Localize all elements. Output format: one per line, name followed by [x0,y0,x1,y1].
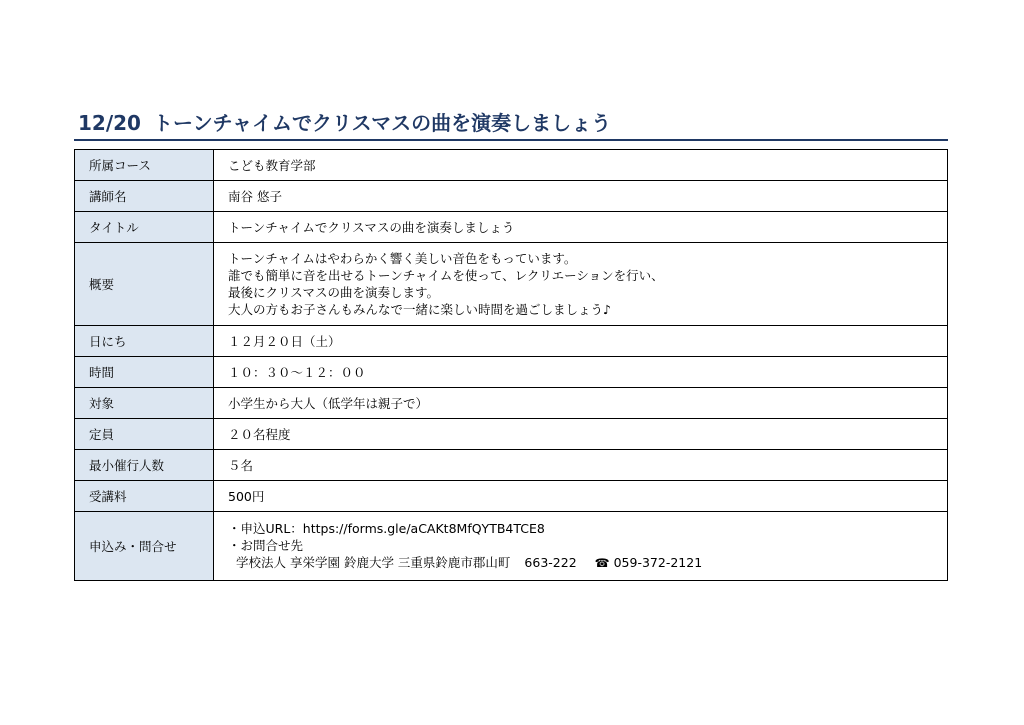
title-underline [74,139,948,141]
label-course: 所属コース [75,150,214,181]
phone-icon: ☎ [594,556,610,570]
label-target: 対象 [75,388,214,419]
value-time: １０：３０～１２：００ [214,357,948,388]
value-course: こども教育学部 [214,150,948,181]
table-row [75,181,948,212]
apply-url[interactable]: ・申込URL：https://forms.gle/aCAKt8MfQYTB4TCE8 [228,521,545,536]
page-title [78,108,948,138]
value-summary [214,243,948,326]
label-min-participants: 最小催行人数 [75,450,214,481]
label-instructor: 講師名 [75,181,214,212]
title-text: トーンチャイムでクリスマスの曲を演奏しましょう [152,111,612,135]
contact-details [228,554,947,572]
table-row [75,150,948,181]
value-min-participants: ５名 [214,450,948,481]
table-row [75,357,948,388]
contact-phone: 059-372-2121 [613,555,703,570]
summary-line: 最後にクリスマスの曲を演奏します。 [228,285,440,300]
value-apply-contact [214,512,948,581]
value-date: １２月２０日（土） [214,326,948,357]
value-instructor: 南谷 悠子 [214,181,948,212]
summary-line: 大人の方もお子さんもみんなで一緒に楽しい時間を過ごしましょう♪ [228,302,611,317]
info-table [74,149,948,581]
table-row [75,481,948,512]
label-fee: 受講料 [75,481,214,512]
table-row [75,419,948,450]
value-title: トーンチャイムでクリスマスの曲を演奏しましょう [214,212,948,243]
label-apply-contact: 申込み・問合せ [75,512,214,581]
table-row [75,388,948,419]
label-date: 日にち [75,326,214,357]
contact-zip: 663-222 [524,555,577,570]
label-capacity: 定員 [75,419,214,450]
title-date: 12/20 [78,111,141,135]
table-row [75,450,948,481]
contact-heading: ・お問合せ先 [228,538,304,553]
summary-line: 誰でも簡単に音を出せるトーンチャイムを使って、レクリエーションを行い、 [228,268,664,283]
table-row [75,212,948,243]
contact-org: 学校法人 享栄学園 鈴鹿大学 三重県鈴鹿市郡山町 [236,555,511,570]
value-target: 小学生から大人（低学年は親子で） [214,388,948,419]
value-capacity: ２０名程度 [214,419,948,450]
summary-line: トーンチャイムはやわらかく響く美しい音色をもっています。 [228,251,577,266]
value-fee: 500円 [214,481,948,512]
label-time: 時間 [75,357,214,388]
label-summary: 概要 [75,243,214,326]
label-title: タイトル [75,212,214,243]
table-row [75,326,948,357]
table-row [75,512,948,581]
table-row [75,243,948,326]
